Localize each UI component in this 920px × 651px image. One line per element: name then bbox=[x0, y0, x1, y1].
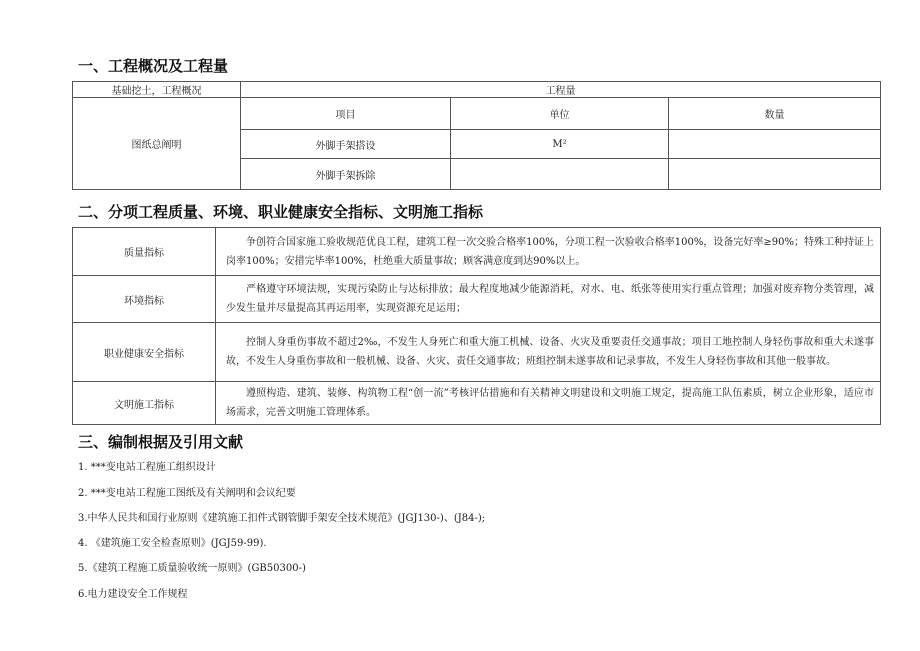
quantity-cell bbox=[669, 159, 881, 190]
indicators-table bbox=[72, 227, 881, 425]
column-header: 项目 bbox=[241, 98, 451, 130]
indicator-label: 文明施工指标 bbox=[73, 382, 216, 425]
table-row bbox=[73, 382, 881, 425]
reference-item: 5.《建筑工程施工质量验收统一原则》(GB50300-) bbox=[78, 563, 306, 574]
indicator-text: 控制人身重伤事故不超过2‰，不发生人身死亡和重大施工机械、设备、火灾及重要责任交通事故；项目工地控制人身轻伤事故和重大未遂事故，不发生人身重伤事故和一般机械、设备、火灾、责任交通事故；班组控制未遂事故和记录事故，不发生人身轻伤事故和其他一般事故。 bbox=[216, 323, 881, 382]
table-header-cell: 基础挖土，工程概况 bbox=[73, 82, 241, 98]
section-1-heading: 一、工程概况及工程量 bbox=[78, 57, 229, 75]
indicator-label: 职业健康安全指标 bbox=[73, 323, 216, 382]
quantity-table bbox=[72, 81, 881, 190]
item-cell: 外脚手架搭设 bbox=[241, 130, 451, 159]
reference-item: 3.中华人民共和国行业原则《建筑施工扣件式钢管脚手架安全技术规范》(JGJ130-)、(J84-); bbox=[78, 513, 486, 524]
indicator-text: 遵照构造、建筑、装修、构筑物工程“创一流”考核评估措施和有关精神文明建设和文明施工规定，提高施工队伍素质，树立企业形象，适应市场需求，完善文明施工管理体系。 bbox=[216, 382, 881, 425]
unit-cell: M² bbox=[451, 130, 669, 159]
indicator-label: 环境指标 bbox=[73, 276, 216, 323]
reference-item: 2. ***变电站工程施工图纸及有关阐明和会议纪要 bbox=[78, 488, 296, 499]
reference-item: 6.电力建设安全工作规程 bbox=[78, 589, 188, 600]
item-cell: 外脚手架拆除 bbox=[241, 159, 451, 190]
section-3-heading: 三、编制根据及引用文献 bbox=[78, 433, 244, 451]
indicator-label: 质量指标 bbox=[73, 228, 216, 276]
table-header-cell: 工程量 bbox=[241, 82, 881, 98]
merged-label-cell: 图纸总阐明 bbox=[73, 98, 241, 190]
column-header: 数量 bbox=[669, 98, 881, 130]
column-header: 单位 bbox=[451, 98, 669, 130]
section-2-heading: 二、分项工程质量、环境、职业健康安全指标、文明施工指标 bbox=[78, 203, 484, 221]
indicator-text: 严格遵守环境法规，实现污染防止与达标排放；最大程度地减少能源消耗，对水、电、纸张等使用实行重点管理；加强对废弃物分类管理，减少发生量并尽量提高其再运用率，实现资源充足运用； bbox=[216, 276, 881, 323]
table-row bbox=[73, 228, 881, 276]
table-row bbox=[73, 276, 881, 323]
unit-cell bbox=[451, 159, 669, 190]
reference-item: 4. 《建筑施工安全检查原则》(JGJ59-99). bbox=[78, 538, 267, 549]
quantity-cell bbox=[669, 130, 881, 159]
reference-item: 1. ***变电站工程施工组织设计 bbox=[78, 462, 216, 473]
table-row bbox=[73, 323, 881, 382]
indicator-text: 争创符合国家施工验收规范优良工程，建筑工程一次交验合格率100%，分项工程一次验收合格率100%，设备完好率≥90%；特殊工种持证上岗率100%；安措完毕率100%，杜绝重大质量事故；顾客满意度到达90%以上。 bbox=[216, 228, 881, 276]
